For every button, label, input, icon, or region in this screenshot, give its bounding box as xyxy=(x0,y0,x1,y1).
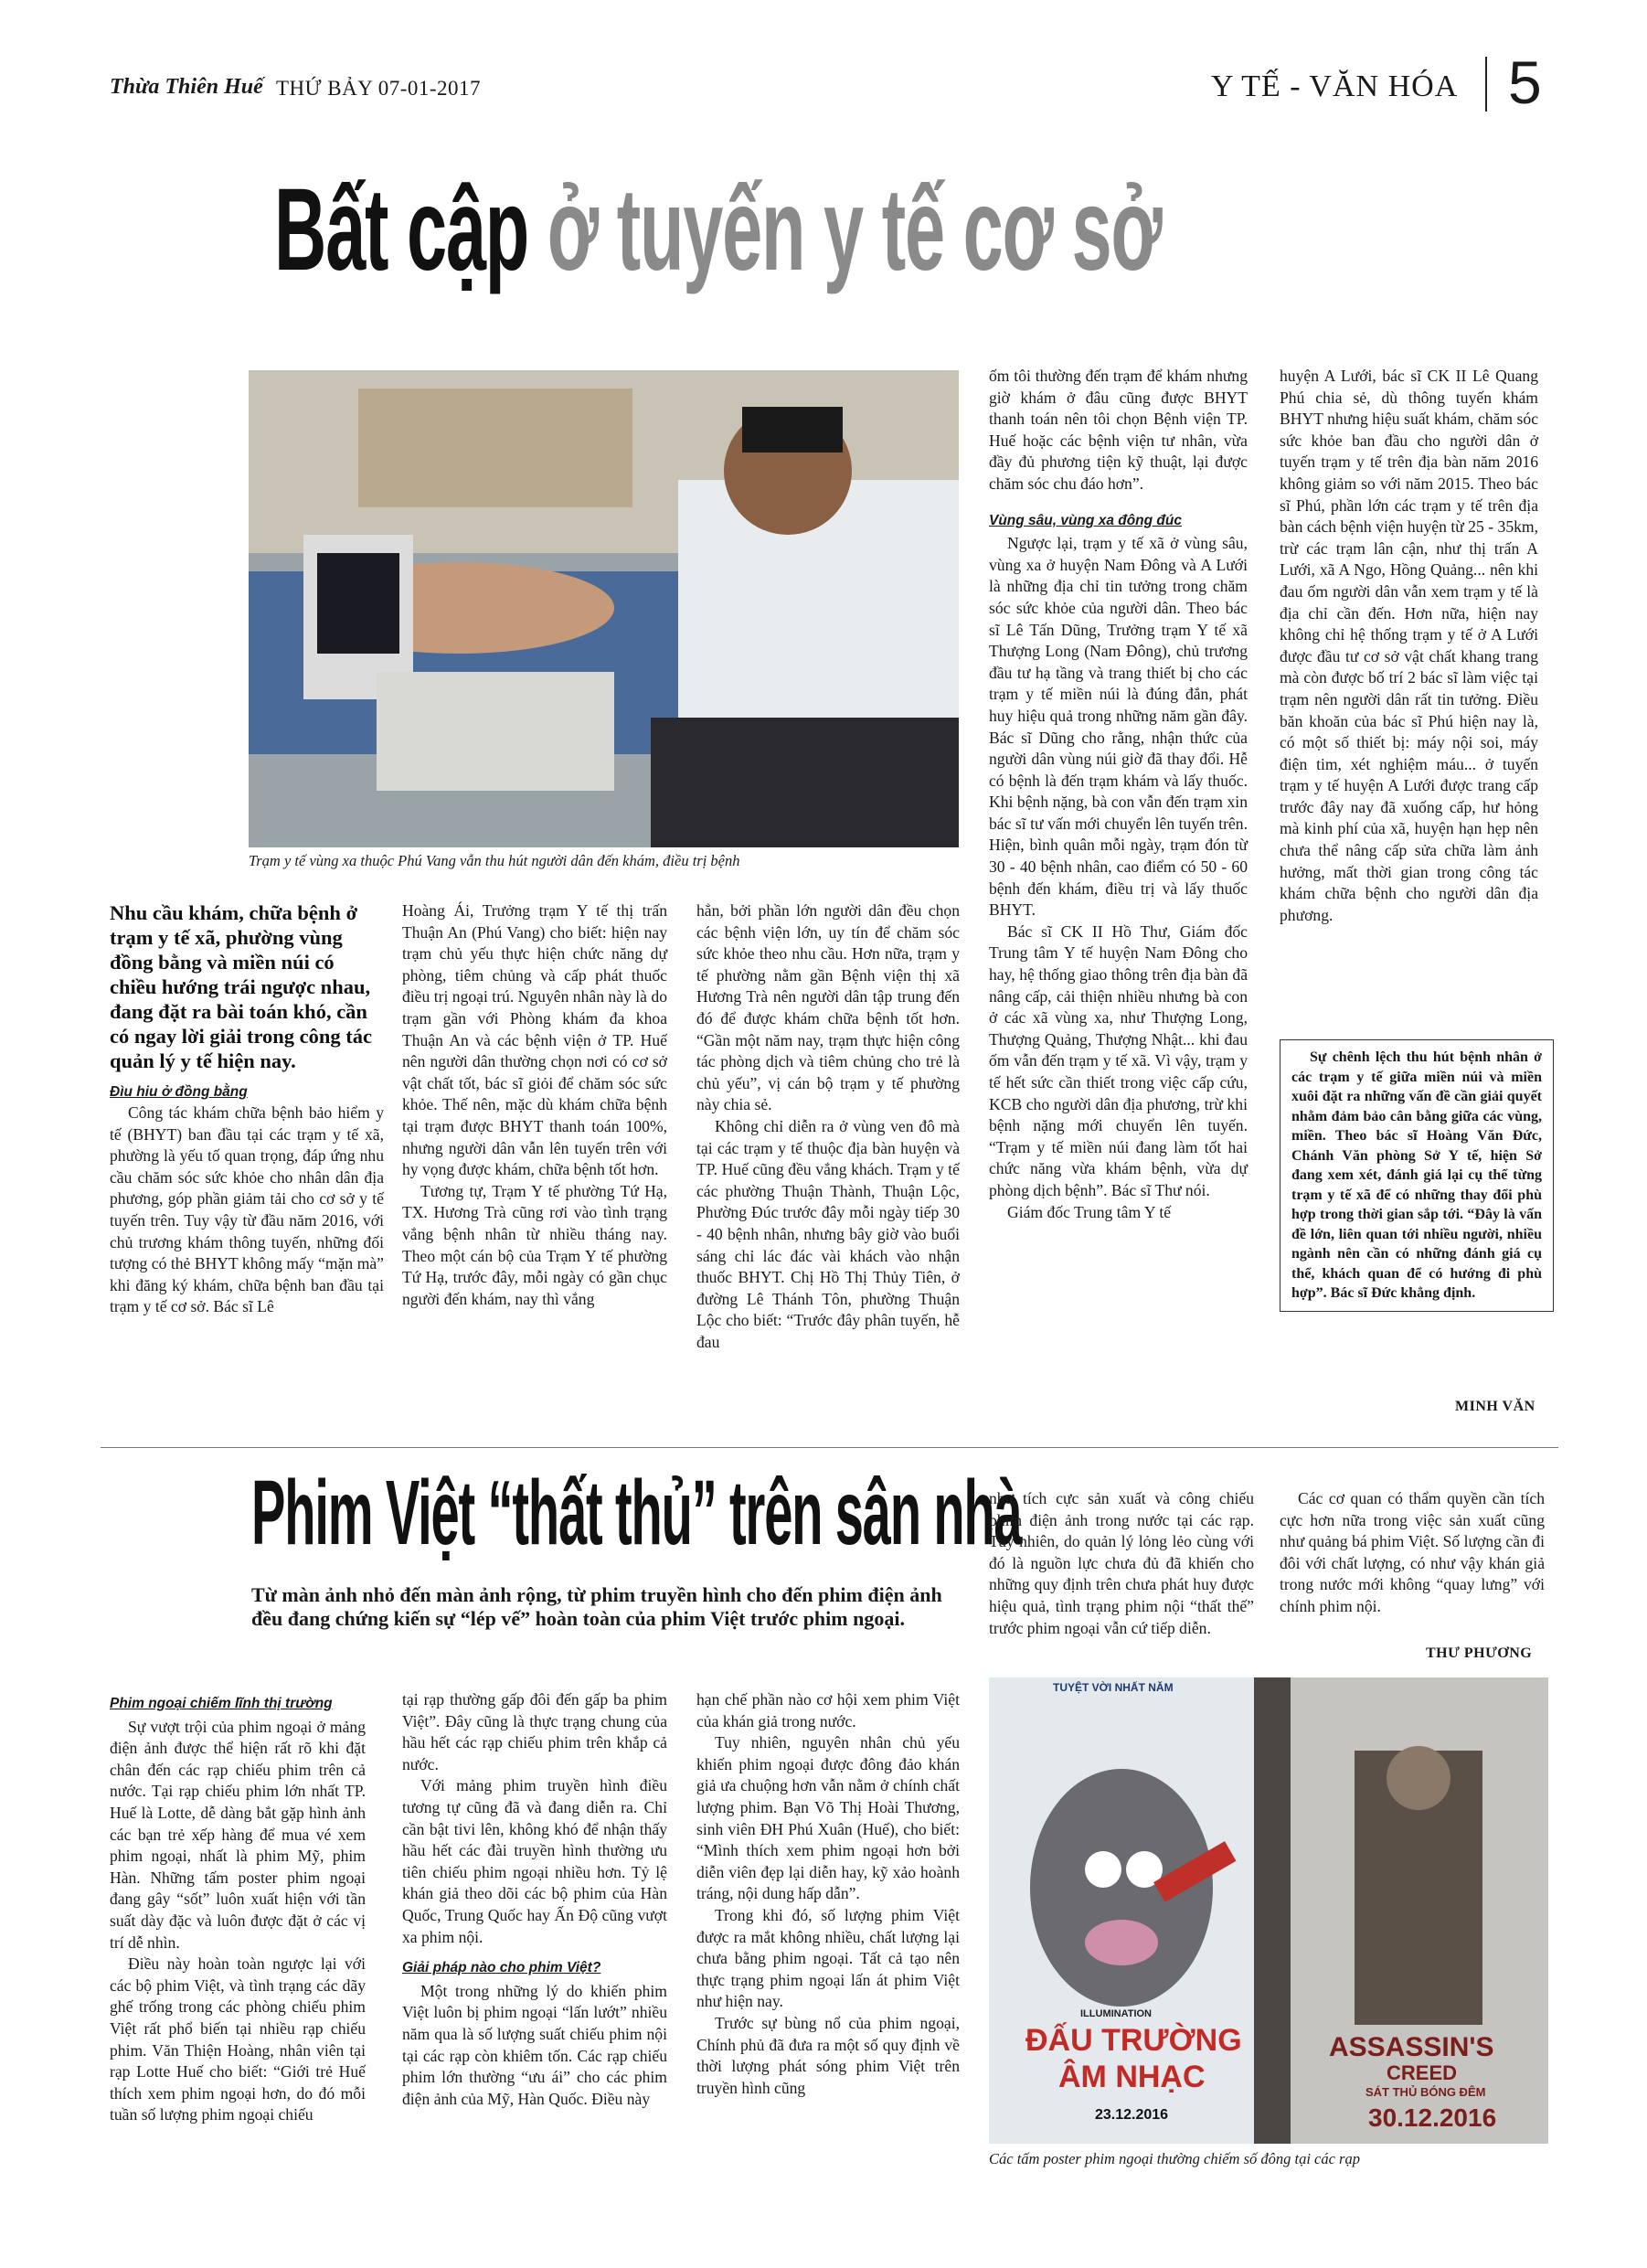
article2-photo-caption: Các tấm poster phim ngoại thường chiếm số đông tại các rạp xyxy=(989,2150,1360,2167)
article2-subheading-1: Phim ngoại chiếm lĩnh thị trường xyxy=(110,1696,333,1711)
article2-paragraph: Một trong những lý do khiến phim Việt luôn bị phim ngoại “lấn lướt” nhiều năm qua là số lượng suất chiếu phim nội tại các rạp còn khiêm tốn. Các rạp chiếu phim lớn thường “ưu ái” cho các phim điện ảnh của Mỹ, Hàn Quốc. Điều này xyxy=(402,1981,667,2108)
article2-paragraph: tại rạp thường gấp đôi đến gấp ba phim Việt”. Đây cũng là thực trạng chung của hầu hết các rạp chiếu phim trên khắp cả nước. xyxy=(402,1690,667,1773)
headline-gray-part: ở tuyến y tế cơ sở xyxy=(547,165,1162,295)
article2-photo xyxy=(989,1677,1548,2144)
article1-subheading-1: Đìu hiu ở đồng bằng xyxy=(110,1084,248,1100)
poster2-release-date: 30.12.2016 xyxy=(1368,2103,1497,2132)
article1-lead: Nhu cầu khám, chữa bệnh ở trạm y tế xã, phường vùng đồng bằng và miền núi có chiều hướng trái ngược nhau, đang đặt ra bài toán khó, cần có ngay lời giải trong công tác quản lý y tế hiện nay. xyxy=(110,901,373,1072)
page-number: 5 xyxy=(1508,48,1542,116)
article2-paragraph: hạn chế phần nào cơ hội xem phim Việt của khán giả trong nước. xyxy=(696,1690,960,1730)
newspaper-name: Thừa Thiên Huế xyxy=(110,75,263,99)
article1-column-5 xyxy=(1280,366,1538,926)
article1-paragraph: Ngược lại, trạm y tế xã ở vùng sâu, vùng xa ở huyện Nam Đông và A Lưới là những địa chỉ tin tưởng trong chăm sóc sức khỏe của người dân. Theo bác sĩ Lê Tấn Dũng, Trưởng trạm Y tế xã Thượng Long (Nam Đông), chủ trương đầu tư hạ tầng và trang thiết bị cho các trạm y tế miền núi là đúng đắn, phát huy hiệu quả trong những năm gần đây. Bác sĩ Dũng cho rằng, nhận thức của người dân vùng núi giờ đã thay đổi. Hễ có bệnh là đến trạm khám và lấy thuốc. Khi bệnh nặng, bà con vẫn đến trạm xin bác sĩ tư vấn mới chuyển lên tuyến trên. Hiện, bình quân mỗi ngày, trạm đón từ 30 - 40 bệnh nhân, cao điểm có 50 - 60 bệnh đến khám, điều trị và lấy thuốc BHYT. xyxy=(989,534,1248,920)
article1-highlight-text: Sự chênh lệch thu hút bệnh nhân ở các trạm y tế giữa miền núi và miền xuôi đặt ra những vấn đề cần giải quyết nhằm đảm bảo cân bằng giữa các vùng, miền. Theo bác sĩ Hoàng Văn Đức, Chánh Văn phòng Sở Y tế, hiện Sở đang xem xét, đánh giá lại cụ thể từng trạm y tế xã để có những thay đổi phù hợp trong thời gian sắp tới. “Đây là vấn đề lớn, liên quan tới nhiều người, nhiều ngành nên cần có những đánh giá cụ thể, khách quan để có hướng đi phù hợp”. Bác sĩ Đức khẳng định. xyxy=(1291,1049,1542,1301)
poster1-studio: ILLUMINATION xyxy=(1080,2008,1153,2019)
article1-paragraph: Bác sĩ CK II Hồ Thư, Giám đốc Trung tâm Y tế huyện Nam Đông cho hay, hệ thống giao thông trên địa bàn đã nâng cấp, cải thiện nhiều nhưng bà con ở các xã vùng xa, như Thượng Long, Thượng Quảng, Thượng Nhật... khi đau ốm vẫn đến trạm y tế xã. Vì vậy, trạm y tế hết sức cần thiết trong việc cấp cứu, KCB cho người dân địa phương, trừ khi bệnh nặng mới chuyển lên tuyến. “Trạm y tế miền núi đang làm tốt hai chức năng vừa khám bệnh, vừa dự phòng dịch bệnh”. Bác sĩ Thư nói. xyxy=(989,921,1248,1199)
headline-black-part: Bất cập xyxy=(274,165,528,295)
article2-column-2 xyxy=(402,1689,667,2110)
article2-paragraph: Các cơ quan có thẩm quyền cần tích cực hơn nữa trong việc sản xuất cũng như quảng bá phim Việt. Số lượng cần đi đôi với chất lượng, có như vậy khán giả trong nước mới không “quay lưng” với chính phim nội. xyxy=(1280,1489,1545,1615)
article2-top-column-1 xyxy=(989,1488,1254,1639)
article1-photo xyxy=(249,370,959,847)
article1-headline xyxy=(274,163,1162,297)
issue-date: THỨ BẢY 07-01-2017 xyxy=(276,77,482,100)
article1-paragraph: hẳn, bởi phần lớn người dân đều chọn các bệnh viện lớn, uy tín để chăm sóc sức khỏe theo nhu cầu. Hơn nữa, trạm y tế phường nằm gần Bệnh viện thị xã Hương Trà nên người dân tập trung đến đó để được khám chữa bệnh tốt hơn. “Gần một năm nay, trạm thực hiện công tác phòng dịch và tiêm chủng cho trẻ là chủ yếu”, vị cán bộ trạm y tế phường này chia sẻ. xyxy=(696,901,960,1114)
article2-paragraph: Trong khi đó, số lượng phim Việt được ra mắt không nhiều, chất lượng lại chưa bằng phim ngoại. Tất cả tạo nên thực trạng phim ngoại lấn át phim Việt như hiện nay. xyxy=(696,1905,960,2011)
poster2-subtitle: SÁT THỦ BÓNG ĐÊM xyxy=(1365,2085,1486,2099)
article2-paragraph: Điều này hoàn toàn ngược lại với các bộ phim Việt, và tình trạng các dãy ghế trống trong các phòng chiếu phim Việt rất phổ biến tại nhiều rạp chiếu phim. Văn Thiện Hoàng, nhân viên tại rạp Lotte Huế cho biết: “Giới trẻ Huế thích xem phim ngoại hơn, do đó mỗi tuần số lượng phim ngoại chiếu xyxy=(110,1954,366,2124)
poster1-title-line2: ÂM NHẠC xyxy=(1058,2060,1206,2094)
article1-paragraph: ốm tôi thường đến trạm để khám nhưng giờ khám ở đâu cũng được BHYT thanh toán nên tôi chọn Bệnh viện TP. Huế hoặc các bệnh viện tư nhân, vừa đầy đủ phương tiện kỹ thuật, lại được chăm sóc chu đáo hơn”. xyxy=(989,367,1248,493)
poster1-release-date: 23.12.2016 xyxy=(1095,2107,1169,2123)
article1-author: MINH VĂN xyxy=(1455,1399,1535,1414)
article2-author: THƯ PHƯƠNG xyxy=(1426,1645,1533,1661)
article1-column-1 xyxy=(110,900,384,1318)
ultrasound-exam-illustration xyxy=(249,370,959,847)
article-divider xyxy=(101,1447,1558,1448)
article1-paragraph: Không chỉ diễn ra ở vùng ven đô mà tại các trạm y tế thuộc địa bàn huyện và TP. Huế cũng đều vắng khách. Trạm y tế các phường Thuận Thành, Thuận Lộc, Phường Đúc trước đây mỗi ngày tiếp 30 - 40 bệnh nhân, nhưng bây giờ vào buổi sáng chỉ lác đác vài khách vào nhận thuốc BHYT. Chị Hồ Thị Thủy Tiên, ở đường Lê Thánh Tôn, phường Thuận Lộc cho biết: “Trước đây phân tuyến, hễ đau xyxy=(696,1116,960,1351)
article2-paragraph: Với mảng phim truyền hình điều tương tự cũng đã và đang diễn ra. Chỉ cần bật tivi lên, không khó để nhận thấy hầu hết các đài truyền hình thường ưu tiên chiếu phim ngoại nhiều hơn. Tỷ lệ khán giả theo dõi các bộ phim của Hàn Quốc, Trung Quốc hay Ấn Độ cũng vượt xa phim nội. xyxy=(402,1776,667,1946)
article1-paragraph: Tương tự, Trạm Y tế phường Tứ Hạ, TX. Hương Trà cũng rơi vào tình trạng vắng bệnh nhân từ nhiều tháng nay. Theo một cán bộ của Trạm Y tế phường Tứ Hạ, trước đây, mỗi ngày có gần chục người đến khám, nay thì vắng xyxy=(402,1181,667,1308)
article1-photo-caption: Trạm y tế vùng xa thuộc Phú Vang vẫn thu hút người dân đến khám, điều trị bệnh xyxy=(249,852,740,869)
section-title: Y TẾ - VĂN HÓA xyxy=(1211,69,1459,103)
article1-highlight-box xyxy=(1280,1039,1554,1312)
article1-subheading-2: Vùng sâu, vùng xa đông đúc xyxy=(989,512,1182,528)
article2-paragraph: như tích cực sản xuất và công chiếu phim điện ảnh trong nước tại các rạp. Tuy nhiên, do quản lý lỏng lẻo cùng với đó là nguồn lực chưa đủ đã khiến cho những quy định trên chưa phát huy được hiệu quả, tình trạng phim nội “thất thế” trước phim ngoại vẫn cứ tiếp diễn. xyxy=(989,1489,1254,1637)
article2-paragraph: Sự vượt trội của phim ngoại ở mảng điện ảnh được thể hiện rất rõ khi đặt chân đến các rạp chiếu phim trên cả nước. Tại rạp chiếu phim lớn nhất TP. Huế là Lotte, dễ dàng bắt gặp hình ảnh các bạn trẻ xếp hàng để mua vé xem phim ngoại, nhất là phim Mỹ, phim Hàn. Những tấm poster phim ngoại đang gây “sốt” luôn xuất hiện với tần suất dày đặc và luôn được đặt ở các vị trí dễ nhìn. xyxy=(110,1717,366,1952)
poster1-title-line1: ĐẤU TRƯỜNG xyxy=(1025,2023,1242,2058)
article2-paragraph: Tuy nhiên, nguyên nhân chủ yếu khiến phim ngoại được đông đảo khán giả ưa chuộng hơn vẫn nằm ở chính chất lượng phim. Bạn Võ Thị Hoài Thương, sinh viên ĐH Phú Xuân (Huế), cho biết: “Mình thích xem phim ngoại hơn bởi diễn viên đẹp lại diễn hay, kỹ xảo hoành tráng, nội dung hấp dẫn”. xyxy=(696,1733,960,1903)
article2-column-1 xyxy=(110,1689,366,2126)
article2-top-column-2 xyxy=(1280,1488,1545,1618)
article2-column-3 xyxy=(696,1689,960,2099)
poster2-title-line2: CREED xyxy=(1387,2061,1458,2084)
article1-paragraph: Hoàng Ái, Trưởng trạm Y tế thị trấn Thuận An (Phú Vang) cho biết: hiện nay trạm chủ yếu thực hiện chức năng dự phòng, tiêm chủng và cấp phát thuốc điều trị ngoại trú. Nguyên nhân này là do trạm gần với Phòng khám đa khoa Thuận An và các bệnh viện ở TP. Huế nên người dân thường chọn nơi có cơ sở vật chất tốt, bác sĩ giỏi để chăm sóc sức khỏe. Thế nên, mặc dù khám chữa bệnh tại trạm được BHYT thanh toán 100%, nhưng người dân vẫn lên tuyến trên với hy vọng được khám, chữa bệnh tốt hơn. xyxy=(402,901,667,1179)
article1-paragraph: Giám đốc Trung tâm Y tế xyxy=(1007,1202,1172,1221)
article1-paragraph: Công tác khám chữa bệnh bảo hiểm y tế (BHYT) ban đầu tại các trạm y tế xã, phường là yếu tố quan trọng, đáp ứng nhu cầu chăm sóc sức khỏe cho nhân dân địa phương, góp phần giảm tải cho cơ sở y tế tuyến trên. Tuy vậy từ đầu năm 2016, với chủ trương khám thông tuyến, những đối tượng có thẻ BHYT không mấy “mặn mà” khi đăng ký khám, chữa bệnh ban đầu tại trạm y tế cơ sở. Bác sĩ Lê xyxy=(110,1103,384,1316)
header-divider xyxy=(1485,57,1487,112)
article2-headline: Phim Việt “thất thủ” trên sân nhà xyxy=(251,1462,1022,1564)
poster1-tagline: TUYỆT VỜI NHẤT NĂM xyxy=(1053,1681,1174,1694)
article1-paragraph: huyện A Lưới, bác sĩ CK II Lê Quang Phú chia sẻ, dù thông tuyến khám BHYT nhưng hiệu suất khám, chăm sóc sức khỏe ban đầu cho người dân ở tuyến trạm y tế trên địa bàn năm 2016 không giảm so với năm 2015. Theo bác sĩ Phú, phần lớn các trạm y tế trên địa bàn cách bệnh viện huyện từ 25 - 35km, trừ các trạm lân cận, như thị trấn A Lưới, xã A Ngo, Hồng Quảng... nên khi đau ốm người dân vẫn xem trạm y tế là địa chỉ cần đến. Hơn nữa, hiện nay không chỉ hệ thống trạm y tế ở A Lưới được đầu tư cơ sở vật chất khang trang mà còn được bố trí 2 bác sĩ làm việc tại trạm nên người dân rất tin tưởng. Điều băn khoăn của bác sĩ Phú hiện nay là, có một số thiết bị: máy nội soi, máy điện tim, xét nghiệm máu... ở tuyến trạm y tế huyện A Lưới được trang cấp trước đây nay đã xuống cấp, hư hỏng mà kinh phí của xã, huyện hạn hẹp nên chưa thể nâng cấp sửa chữa làm ảnh hưởng, mất thời gian trong công tác khám chữa bệnh cho người dân địa phương. xyxy=(1280,367,1538,924)
article2-lead: Từ màn ảnh nhỏ đến màn ảnh rộng, từ phim truyền hình cho đến phim điện ảnh đều đang chứng kiến sự “lép vế” hoàn toàn của phim Việt trước phim ngoại. xyxy=(251,1583,942,1630)
poster2-title-line1: ASSASSIN'S xyxy=(1329,2032,1494,2062)
article1-column-2 xyxy=(402,900,667,1310)
article1-column-3 xyxy=(696,900,960,1353)
article2-paragraph: Trước sự bùng nổ của phim ngoại, Chính phủ đã đưa ra một số quy định về thời lượng phát sóng phim Việt trên truyền hình cũng xyxy=(696,2013,960,2097)
article1-column-4 xyxy=(989,366,1248,1223)
article2-subheading-2: Giải pháp nào cho phim Việt? xyxy=(402,1960,601,1976)
